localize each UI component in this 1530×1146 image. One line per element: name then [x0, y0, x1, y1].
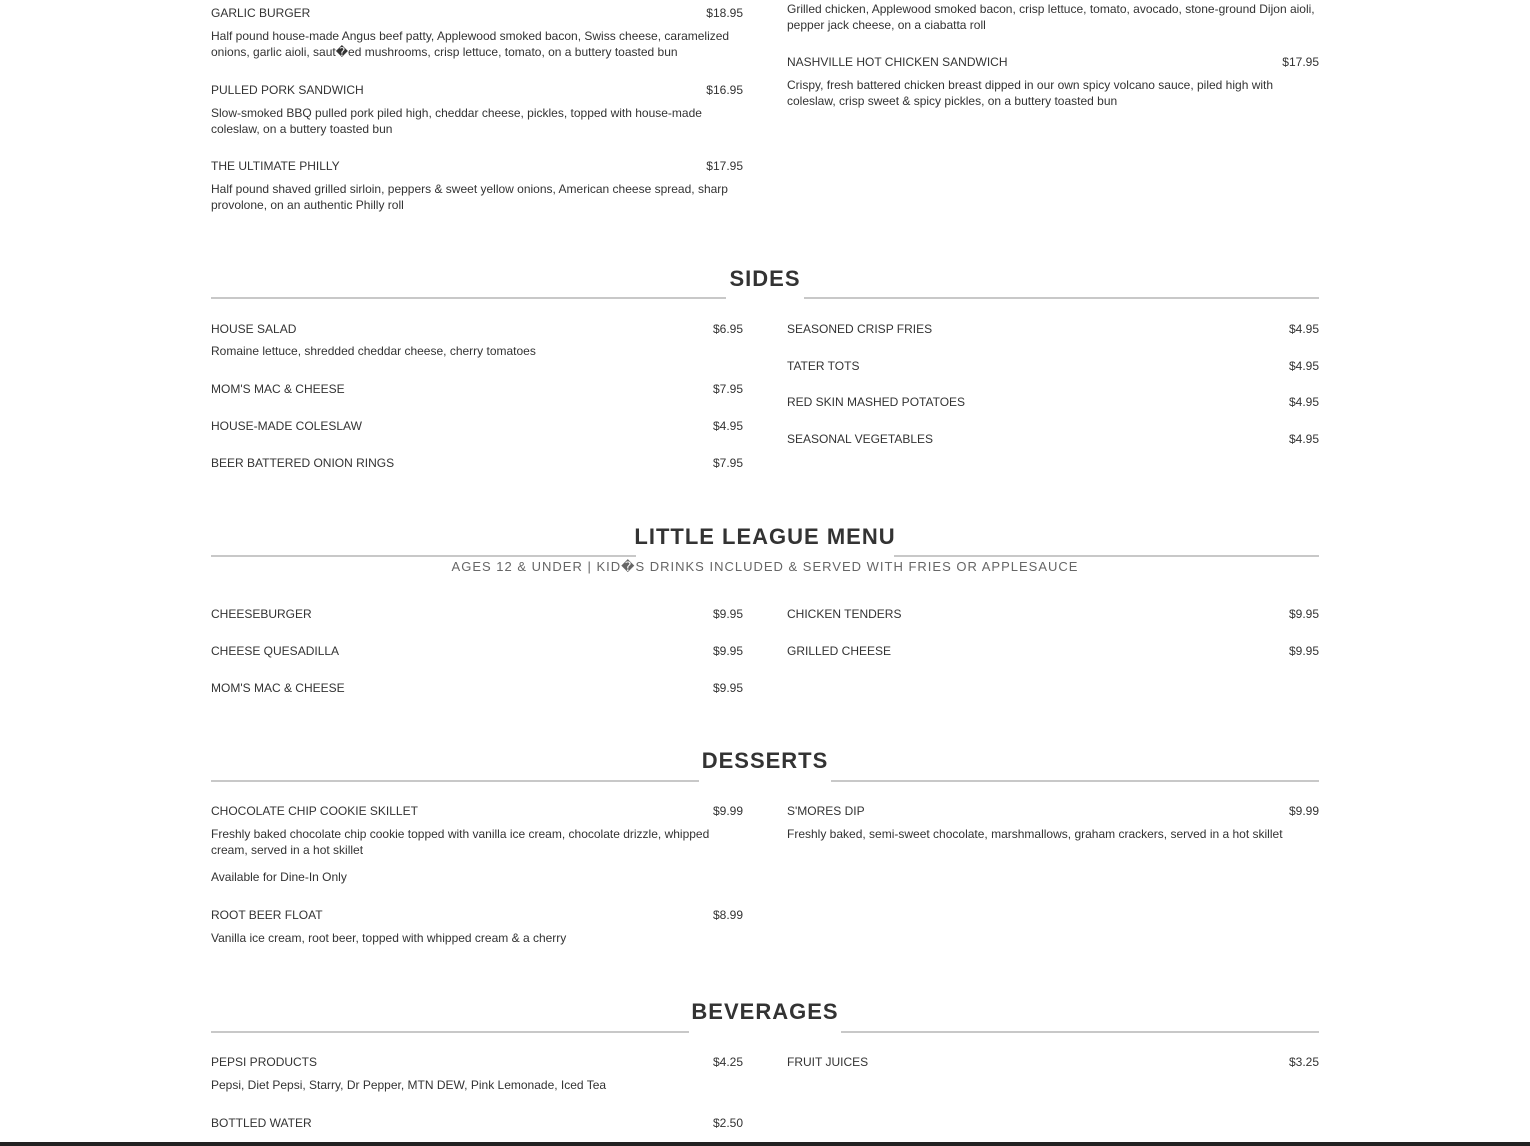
menu-item-price: $4.95	[1288, 395, 1319, 409]
menu-item-price: $9.99	[712, 804, 743, 818]
menu-item-name: CHOCOLATE CHIP COOKIE SKILLET	[211, 804, 418, 818]
section-title-desserts: DESSERTS	[701, 748, 829, 773]
menu-item-name: SEASONAL VEGETABLES	[787, 432, 934, 446]
menu-item-description: Slow-smoked BBQ pulled pork piled high, cheddar cheese, pickles, topped with house-made coleslaw, on a buttery toasted bun	[211, 106, 702, 136]
menu-item-name: CHEESEBURGER	[211, 607, 312, 621]
menu-item-price: $18.95	[706, 6, 743, 20]
menu-item-name: ROOT BEER FLOAT	[211, 908, 323, 922]
section-divider	[831, 780, 1319, 782]
menu-item-price: $4.25	[712, 1055, 743, 1069]
menu-item-price: $4.95	[1288, 359, 1319, 373]
menu-item-name: PULLED PORK SANDWICH	[211, 83, 364, 97]
menu-item-price: $17.95	[1282, 55, 1319, 69]
section-divider	[211, 297, 726, 299]
menu-item-description: Vanilla ice cream, root beer, topped with whipped cream & a cherry	[211, 931, 567, 945]
section-subtitle: AGES 12 & UNDER | KID�S DRINKS INCLUDED & SERVED WITH FRIES OR APPLESAUCE	[451, 559, 1079, 574]
menu-item-price: $7.95	[712, 382, 743, 396]
menu-item-price: $2.50	[712, 1116, 743, 1130]
menu-item-price: $4.95	[712, 419, 743, 433]
menu-item-name: NASHVILLE HOT CHICKEN SANDWICH	[787, 55, 1008, 69]
menu-item-description: Freshly baked chocolate chip cookie topped with vanilla ice cream, chocolate drizzle, whipped cream, served in a hot skillet	[211, 827, 710, 857]
menu-item-description: Grilled chicken, Applewood smoked bacon, crisp lettuce, tomato, avocado, stone-ground Dijon aioli, pepper jack cheese, on a ciabatta roll	[787, 2, 1315, 32]
menu-item-name: RED SKIN MASHED POTATOES	[787, 395, 966, 409]
menu-item-price: $9.95	[712, 681, 743, 695]
menu-item-name: HOUSE SALAD	[211, 322, 297, 336]
section-title-sides: SIDES	[729, 266, 801, 291]
menu-item-price: $9.95	[1288, 607, 1319, 621]
menu-item-price: $6.95	[712, 322, 743, 336]
menu-item-price: $9.99	[1288, 804, 1319, 818]
section-divider	[211, 1031, 689, 1033]
section-title-little-league: LITTLE LEAGUE MENU	[634, 524, 896, 549]
menu-item-price: $16.95	[706, 83, 743, 97]
menu-item-name: CHICKEN TENDERS	[787, 607, 902, 621]
menu-item-name: MOM'S MAC & CHEESE	[211, 382, 345, 396]
menu-item-price: $3.25	[1288, 1055, 1319, 1069]
menu-item-description: Pepsi, Diet Pepsi, Starry, Dr Pepper, MTN DEW, Pink Lemonade, Iced Tea	[211, 1078, 607, 1092]
menu-item-note: Available for Dine-In Only	[211, 870, 347, 884]
menu-item-name: THE ULTIMATE PHILLY	[211, 159, 340, 173]
menu-item-name: S'MORES DIP	[787, 804, 865, 818]
menu-item-description: Half pound house-made Angus beef patty, Applewood smoked bacon, Swiss cheese, caramelized onions, garlic aioli, saut�ed mushrooms, crisp lettuce, tomato, on a buttery toasted bun	[211, 29, 730, 59]
section-divider	[211, 780, 699, 782]
menu-item-name: GARLIC BURGER	[211, 6, 311, 20]
menu-item-price: $4.95	[1288, 322, 1319, 336]
section-divider	[211, 555, 636, 557]
page-bottom-border	[0, 1142, 1530, 1146]
menu-item-price: $7.95	[712, 456, 743, 470]
menu-item-name: TATER TOTS	[787, 359, 860, 373]
menu-item-description: Half pound shaved grilled sirloin, peppers & sweet yellow onions, American cheese spread, sharp provolone, on an authentic Philly roll	[211, 182, 728, 212]
menu-item-price: $17.95	[706, 159, 743, 173]
section-divider	[804, 297, 1319, 299]
menu-item-name: SEASONED CRISP FRIES	[787, 322, 933, 336]
menu-item-price: $9.95	[712, 607, 743, 621]
menu-item-price: $4.95	[1288, 432, 1319, 446]
menu-item-name: FRUIT JUICES	[787, 1055, 869, 1069]
section-divider	[841, 1031, 1319, 1033]
menu-item-name: CHEESE QUESADILLA	[211, 644, 340, 658]
menu-item-description: Crispy, fresh battered chicken breast dipped in our own spicy volcano sauce, piled high with coleslaw, crisp sweet & spicy pickles, on a buttery toasted bun	[787, 78, 1274, 108]
menu-item-price: $9.95	[1288, 644, 1319, 658]
menu-item-name: PEPSI PRODUCTS	[211, 1055, 318, 1069]
menu-item-description: Freshly baked, semi-sweet chocolate, marshmallows, graham crackers, served in a hot skillet	[787, 827, 1283, 841]
menu-item-name: BEER BATTERED ONION RINGS	[211, 456, 395, 470]
menu-item-price: $9.95	[712, 644, 743, 658]
menu-item-name: HOUSE-MADE COLESLAW	[211, 419, 362, 433]
menu-item-name: MOM'S MAC & CHEESE	[211, 681, 345, 695]
menu-item-description: Romaine lettuce, shredded cheddar cheese, cherry tomatoes	[211, 344, 536, 358]
menu-item-name: BOTTLED WATER	[211, 1116, 312, 1130]
section-divider	[894, 555, 1319, 557]
menu-item-name: GRILLED CHEESE	[787, 644, 892, 658]
menu-item-price: $8.99	[712, 908, 743, 922]
section-title-beverages: BEVERAGES	[691, 999, 839, 1024]
